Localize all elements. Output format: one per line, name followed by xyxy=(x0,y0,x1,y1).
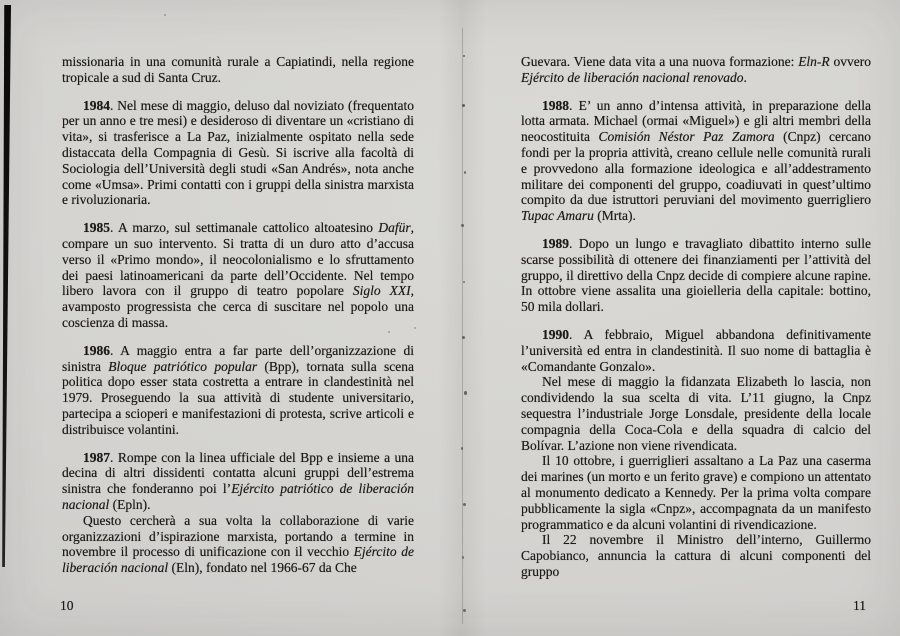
scan-spine-edge xyxy=(2,5,11,567)
ink-speck xyxy=(461,224,464,227)
ink-speck xyxy=(463,609,466,612)
text-run: ovvero xyxy=(829,54,871,69)
text-run: Eln-R xyxy=(798,54,830,69)
ink-speck xyxy=(164,14,166,16)
text-run: Siglo XXI xyxy=(352,283,411,299)
paragraph xyxy=(521,453,871,532)
ink-speck xyxy=(464,171,466,174)
text-run: . E’ un anno d’intensa attività, in preparazione della lotta armata. Michael (ormai «Miguel») e gli altri membri della neocostituita xyxy=(521,97,871,145)
page-gutter-crease xyxy=(462,28,463,624)
text-run: (Bpp), tornata sulla scena politica dopo esser stata costretta a entrare in clandestinità nel 1979. Proseguendo la sua attività di studente universitario, partecipa a scioperi e manifestazioni di protesta, scrive articoli e distribuisce volantini. xyxy=(62,358,415,437)
text-run: (Cnpz) cercano fondi per la propria attività, creano cellule nelle comunità rurali e provvedono alla formazione ideologica e all’addestramento militare dei componenti del gruppo, coadiuvati in quest’ultimo compito da due istruttori peruviani del movimento guerrigliero xyxy=(521,129,872,208)
text-run: Il 22 novembre il Ministro dell’interno, Guillermo Capobianco, annuncia la cattura di alcuni componenti del gruppo xyxy=(521,532,871,579)
text-run: Ejército patriótico de liberación nacional xyxy=(62,481,415,512)
paragraph xyxy=(62,220,414,331)
text-run: , avamposto progressista che cerca di suscitare nel popolo una coscienza di massa. xyxy=(62,283,415,330)
text-run: , compare un suo intervento. Si tratta di un duro atto d’accusa verso il «Primo mondo», il neocolonialismo e lo sfruttamento dei paesi latinoamericani da parte dell’Occidente. Nel tempo libero lavora con il gruppo di teatro popolare xyxy=(62,220,414,299)
text-run: Il 10 ottobre, i guerriglieri assaltano a La Paz una caserma dei marines (un morto e un ferito grave) e compiono un attentato al monumento dedicato a Kennedy. Per la prima volta compare pubblicamente la sigla «Cnpz», accompagnata da un manifesto programmatico e da alcuni volantini di rivendicazione. xyxy=(521,453,871,532)
paragraph xyxy=(521,532,871,579)
text-run: (Epln). xyxy=(109,496,151,512)
page-number-right: 11 xyxy=(853,598,866,613)
text-run: 1987 xyxy=(83,449,110,465)
text-run: Guevara. Viene data vita a una nuova formazione: xyxy=(521,54,799,69)
text-run: . Rompe con la linea ufficiale del Bpp e insieme a una decina di altri dissidenti contatta alcuni gruppi dell’estrema sinistra che fonderanno poi l’ xyxy=(62,449,414,497)
text-run: Nel mese di maggio la fidanzata Elizabeth lo lascia, non condividendo la sua scelta di vita. L’11 giugno, la Cnpz sequestra l’industriale Jorge Lonsdale, presidente della locale compagnia della Coca-Cola e della squadra di calcio del Bolívar. L’azione non viene rivendicata. xyxy=(521,374,871,453)
ink-speck xyxy=(461,447,463,450)
text-run: 1989 xyxy=(542,235,569,251)
text-run: . A maggio entra a far parte dell’organizzazione di sinistra xyxy=(62,342,414,374)
paragraph xyxy=(62,343,414,438)
ink-speck xyxy=(414,327,416,329)
text-run: Ejército de liberación nacional renovado xyxy=(521,69,744,85)
right-page-text xyxy=(521,54,871,580)
paragraph xyxy=(62,98,414,209)
ink-speck xyxy=(462,104,465,107)
text-run: (Mrta). xyxy=(593,208,636,224)
text-run: 1986 xyxy=(83,342,110,358)
paragraph xyxy=(521,374,871,453)
paragraph xyxy=(521,236,871,315)
text-run: missionaria in una comunità rurale a Capiatindi, nella regione tropicale a sud di Santa Cruz. xyxy=(62,54,414,85)
text-run: 1990 xyxy=(542,326,569,342)
text-run: . Dopo un lungo e travagliato dibattito interno sulle scarse possibilità di ottenere dei finanziamenti per l’attività del gruppo, il direttivo della Cnpz decide di compiere alcune rapine. In ottobre viene assalita una gioielleria della capitale: bottino, 50 mila dollari. xyxy=(521,235,871,315)
paragraph xyxy=(62,513,414,576)
text-run: . A marzo, sul settimanale cattolico altoatesino xyxy=(110,220,379,236)
text-run: . xyxy=(743,69,747,85)
text-run: Bloque patriótico popular xyxy=(108,358,258,374)
text-run: (Eln), fondato nel 1966-67 da Che xyxy=(168,560,357,576)
ink-speck xyxy=(463,503,466,506)
text-run: Ejército de liberación nacional xyxy=(62,544,414,576)
text-run: . A febbraio, Miguel abbandona definitivamente l’università ed entra in clandestinità. Il suo nome di battaglia è «Comandante Gonzalo». xyxy=(521,326,871,374)
text-run: 1984 xyxy=(83,97,110,113)
text-run: 1985 xyxy=(83,220,110,236)
text-run: Dafür xyxy=(378,220,411,236)
paragraph xyxy=(62,54,414,86)
ink-speck xyxy=(462,556,464,559)
text-run: Questo cercherà a sua volta la collaborazione di varie organizzazioni d’ispirazione marxista, portando a termine in novembre il processo di unificazione con il vecchio xyxy=(62,512,414,560)
paragraph xyxy=(521,327,871,374)
ink-speck xyxy=(464,391,467,395)
text-run: . Nel mese di maggio, deluso dal noviziato (frequentato per un anno e tre mesi) e desideroso di diventare un «cristiano di vita», si trasferisce a La Paz, inizialmente ospitato nella sede distaccata della Compagnia di Gesù. Si iscrive alla facoltà di Sociologia dell’Università degli studi «San Andrés», nota anche come «Umsa». Primi contatti con i gruppi della sinistra marxista e rivoluzionaria. xyxy=(62,97,414,208)
paragraph xyxy=(521,54,871,86)
text-run: 1988 xyxy=(542,97,569,113)
page-number-left: 10 xyxy=(60,598,74,613)
paragraph xyxy=(521,98,871,224)
ink-speck xyxy=(462,336,465,339)
text-run: Comisión Néstor Paz Zamora xyxy=(598,129,775,145)
paragraph xyxy=(62,450,414,513)
ink-speck xyxy=(463,281,465,283)
text-run: Tupac Amaru xyxy=(521,208,594,224)
ink-speck xyxy=(463,55,465,57)
left-page-text xyxy=(62,54,414,576)
